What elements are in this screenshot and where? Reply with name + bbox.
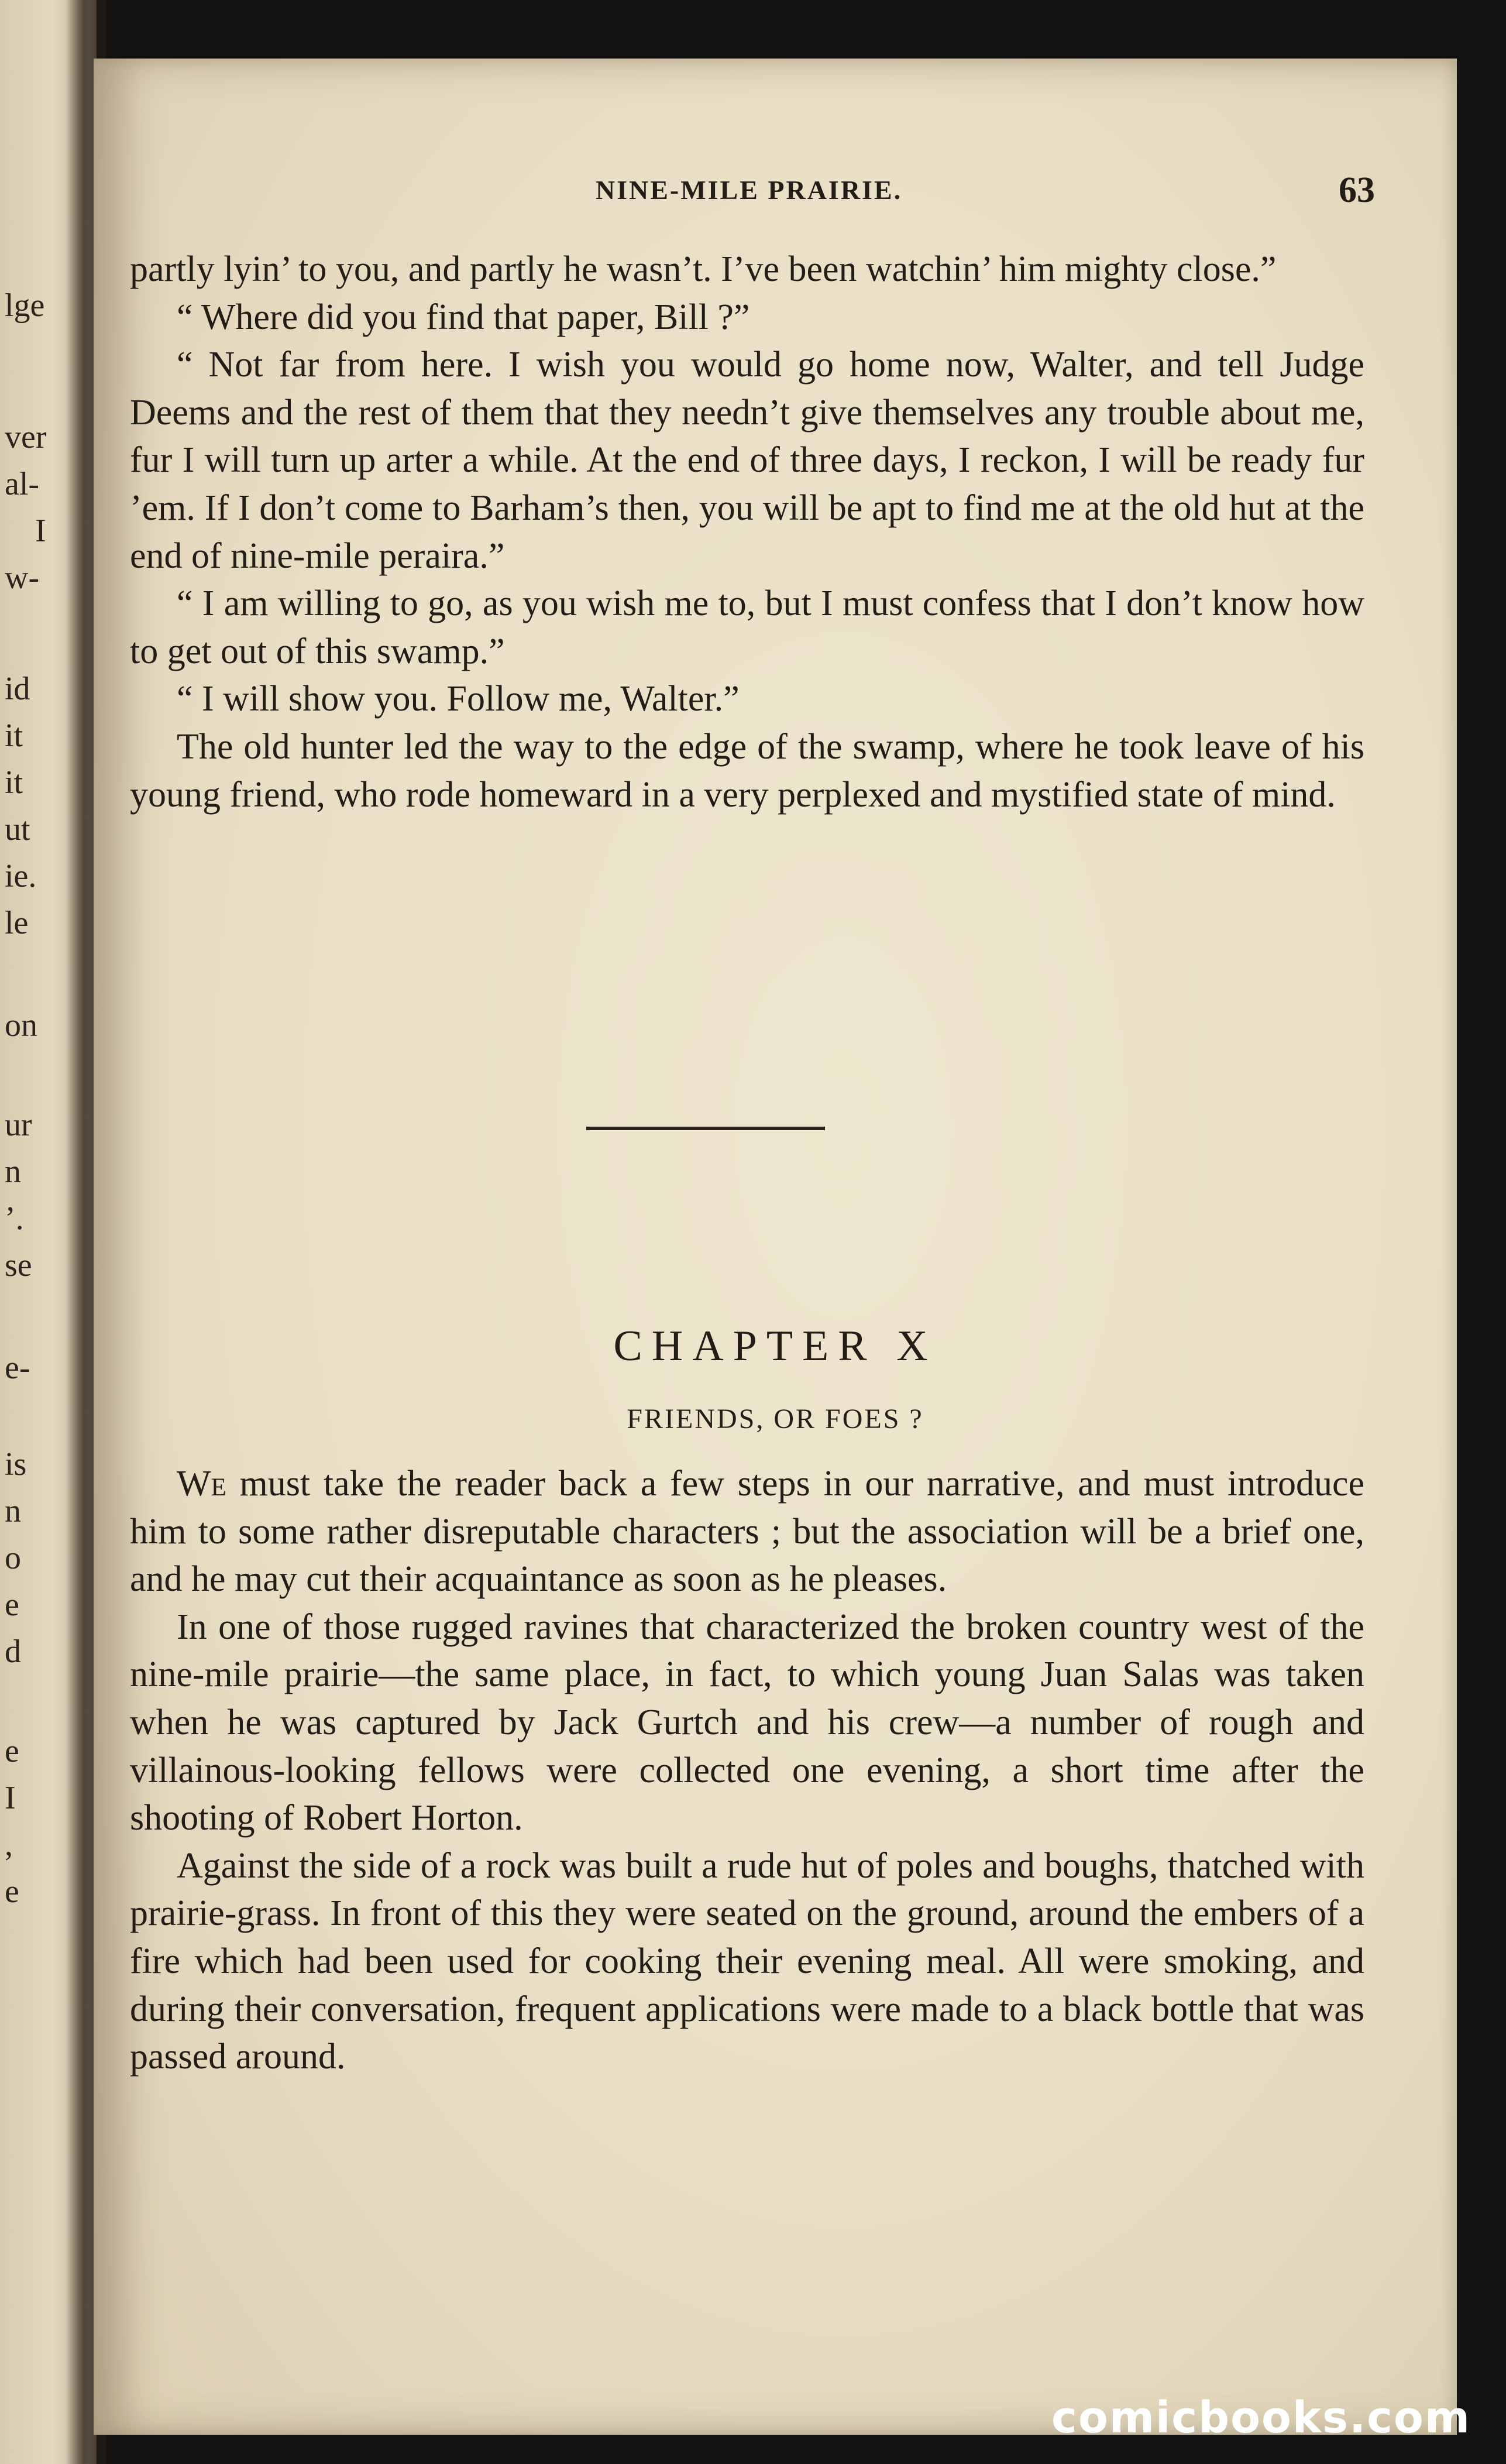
prev-page-fragment: it: [5, 764, 23, 801]
paragraph: “ I am willing to go, as you wish me to, but I must confess that I don’t know how to get out of this swamp.”: [130, 584, 1364, 671]
prev-page-fragment: le: [5, 905, 29, 941]
page-header: [94, 167, 1457, 214]
prev-page-fragment: is: [5, 1446, 27, 1482]
prev-page-fragment: ver: [5, 419, 47, 455]
prev-page-fragment: ur: [5, 1107, 32, 1143]
paragraph: In one of those rugged ravines that characterized the broken country west of the nine-mile prairie—the same place, in fact, to which young Juan Salas was taken when he was captured by Jack Gurtch and his crew—a number of rough and villainous-looking fellows were collected one evening, a short time after the shooting of Robert Horton.: [130, 1607, 1364, 1838]
paragraph: Against the side of a rock was built a rude hut of poles and boughs, thatched with prairie-grass. In front of this they were seated on the ground, around the embers of a fire which had been used for cooking their evening meal. All were smoking, and during their conversation, frequent applications were made to a black bottle that was passed around.: [130, 1845, 1364, 2077]
prev-page-fragment: e: [5, 1733, 19, 1769]
paragraph: “ I will show you. Follow me, Walter.”: [177, 679, 740, 719]
prev-page-fragment: se: [5, 1247, 32, 1284]
prev-page-fragment: it: [5, 718, 23, 754]
prev-page-fragment: lge: [5, 287, 45, 324]
prev-page-fragment: ie.: [5, 858, 37, 894]
prev-page-fragment: I: [5, 1780, 16, 1816]
running-head: NINE-MILE PRAIRIE.: [595, 175, 903, 205]
prev-page-fragment: ,: [5, 1827, 13, 1863]
prev-page-fragment: on: [5, 1007, 37, 1044]
drop-word: We: [177, 1464, 226, 1504]
top-text-block: [130, 246, 1364, 819]
prev-page-fragment: ’.: [5, 1200, 24, 1237]
paragraph: partly lyin’ to you, and partly he wasn’t. I’ve been watchin’ him mighty close.”: [130, 249, 1277, 289]
paragraph: “ Where did you find that paper, Bill ?”: [177, 297, 750, 337]
paragraph: [130, 1460, 1364, 1604]
prev-page-fragment: e: [5, 1587, 19, 1623]
prev-page-fragment: al-: [5, 466, 40, 502]
prev-page-fragment: n: [5, 1154, 21, 1190]
chapter-subtitle: FRIENDS, OR FOES ?: [627, 1403, 924, 1435]
page-number: 63: [1339, 170, 1375, 210]
prev-page-fragment: n: [5, 1493, 21, 1529]
prev-page-fragment: w-: [5, 560, 40, 596]
prev-page-fragment: o: [5, 1540, 21, 1576]
watermark: comicbooks.com: [1051, 2393, 1471, 2443]
chapter-text-block: [130, 1460, 1364, 2081]
book-page: [94, 59, 1457, 2435]
chapter-title: CHAPTER X: [613, 1322, 937, 1370]
prev-page-fragment: id: [5, 671, 30, 707]
prev-page-fragment: d: [5, 1633, 21, 1670]
paragraph: “ Not far from here. I wish you would go home now, Walter, and tell Judge Deems and the rest of them that they needn’t give themselves any trouble about me, fur I will turn up arter a while. At the end of three days, I reckon, I will be ready fur ’em. If I don’t come to Barham’s then, you will be apt to find me at the old hut at the end of nine-mile peraira.”: [130, 345, 1364, 576]
paragraph-text: must take the reader back a few steps in our narrative, and must introduce him to some rather disreputable characters ; but the association will be a brief one, and he may cut their acquaintance as soon as he pleases.: [130, 1464, 1364, 1600]
prev-page-fragment: I: [35, 513, 46, 549]
section-rule: [586, 1127, 825, 1130]
paragraph: The old hunter led the way to the edge of the swamp, where he took leave of his young friend, who rode homeward in a very perplexed and mystified state of mind.: [130, 726, 1364, 815]
prev-page-fragment: ut: [5, 811, 30, 847]
prev-page-fragment: e-: [5, 1350, 30, 1386]
prev-page-fragment: e: [5, 1873, 19, 1910]
